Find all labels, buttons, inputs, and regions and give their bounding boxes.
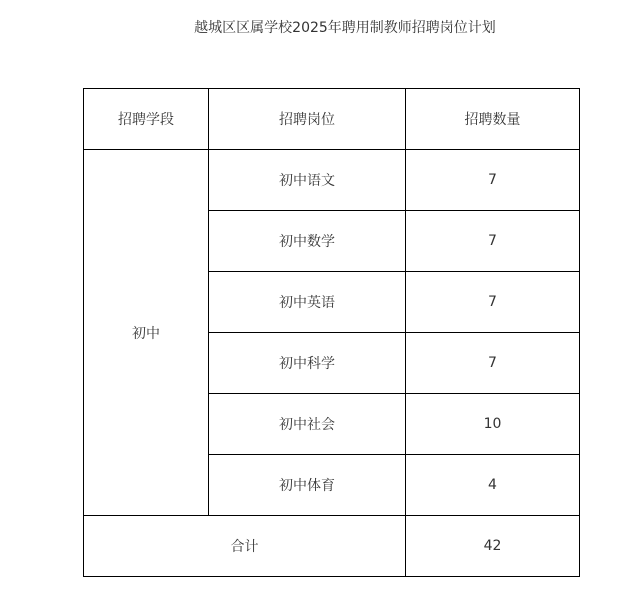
- stage-cell: 初中: [84, 150, 209, 516]
- position-cell: 初中社会: [209, 394, 406, 455]
- count-cell: 7: [406, 272, 580, 333]
- header-position: 招聘岗位: [209, 89, 406, 150]
- count-cell: 4: [406, 455, 580, 516]
- position-cell: 初中体育: [209, 455, 406, 516]
- page-title: 越城区区属学校2025年聘用制教师招聘岗位计划: [194, 20, 496, 36]
- count-cell: 10: [406, 394, 580, 455]
- header-stage: 招聘学段: [84, 89, 209, 150]
- count-cell: 7: [406, 150, 580, 211]
- table-header-row: [84, 89, 580, 150]
- table-row: [84, 150, 580, 211]
- position-cell: 初中语文: [209, 150, 406, 211]
- recruitment-plan-table: [83, 88, 580, 577]
- count-cell: 7: [406, 211, 580, 272]
- total-value: 42: [406, 516, 580, 577]
- position-cell: 初中英语: [209, 272, 406, 333]
- position-cell: 初中科学: [209, 333, 406, 394]
- position-cell: 初中数学: [209, 211, 406, 272]
- total-label: 合计: [84, 516, 406, 577]
- header-count: 招聘数量: [406, 89, 580, 150]
- table-total-row: [84, 516, 580, 577]
- count-cell: 7: [406, 333, 580, 394]
